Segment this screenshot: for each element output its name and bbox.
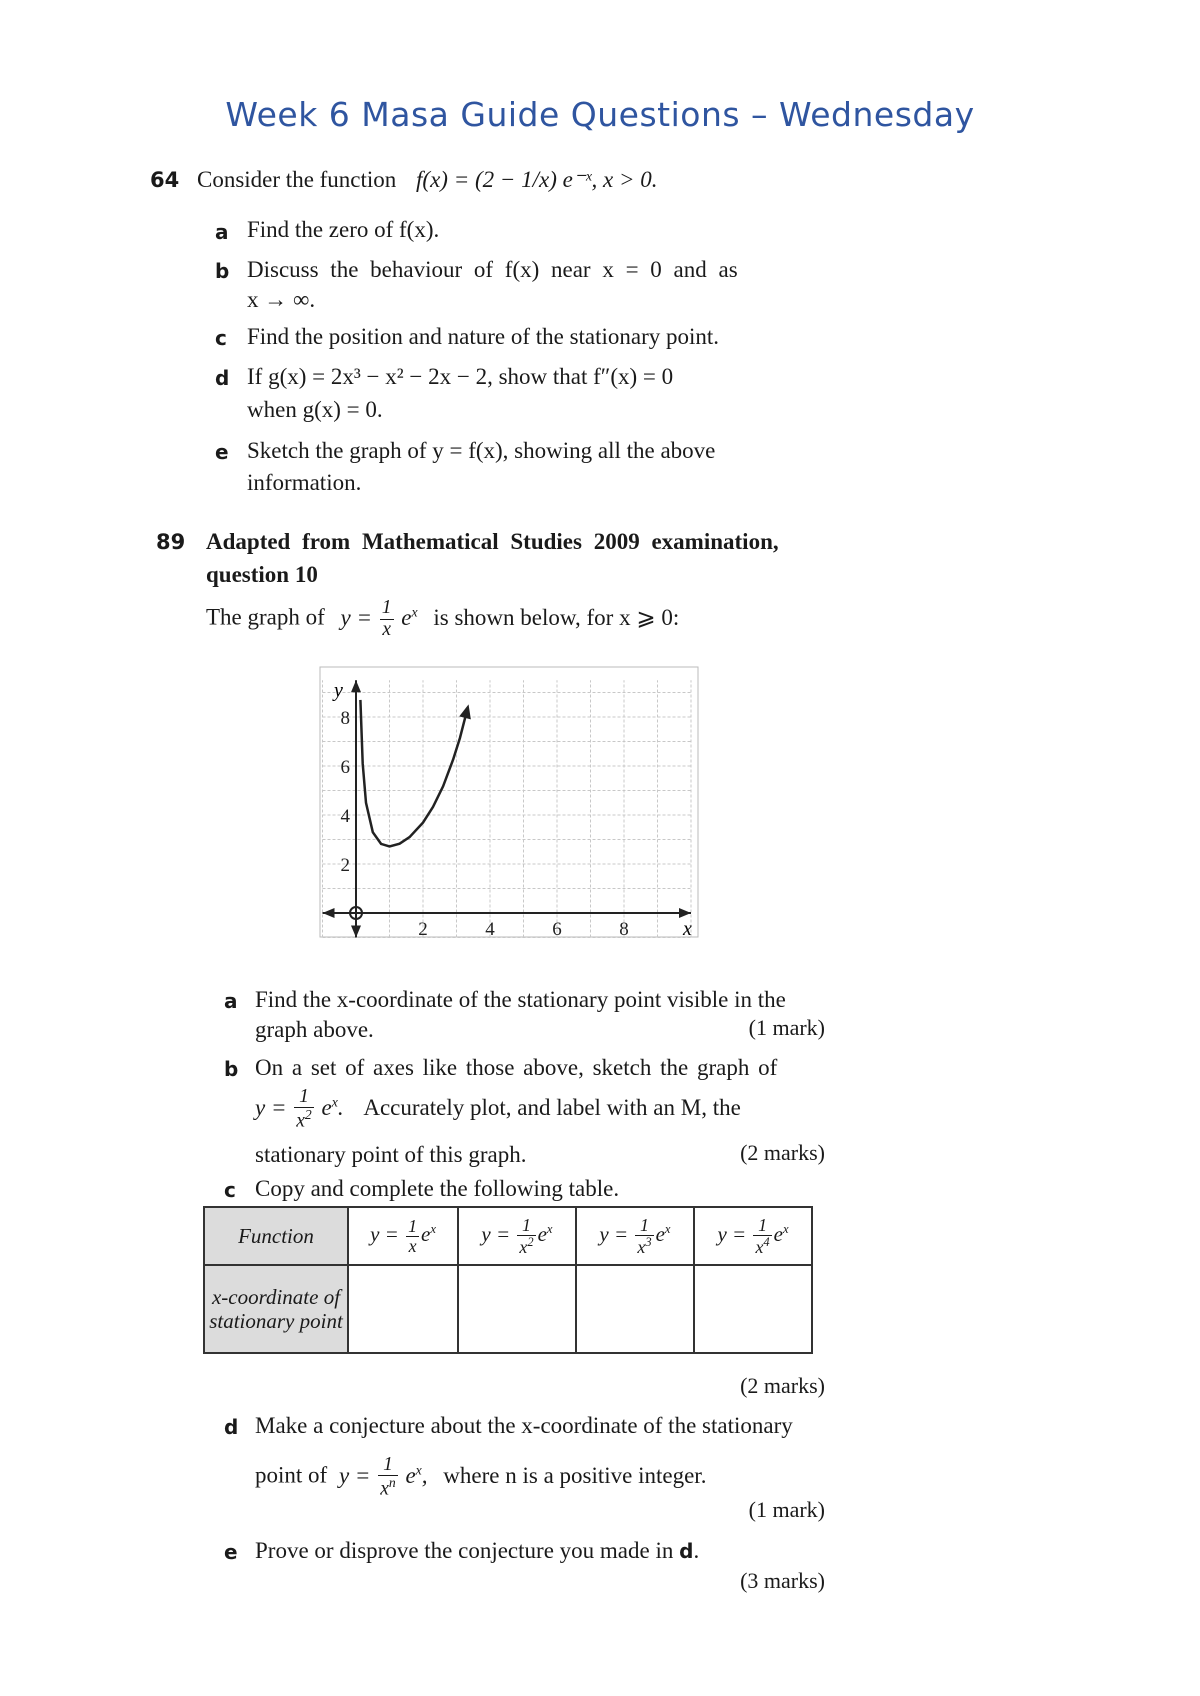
- table-cell-empty: [458, 1265, 576, 1353]
- table-cell-empty: [694, 1265, 812, 1353]
- q89-part-a-line1: Find the x-coordinate of the stationary point visible in the: [255, 987, 786, 1012]
- q64-part-d-letter: d: [215, 366, 230, 390]
- graph-y-equals-ex-over-x: [318, 665, 703, 945]
- q64-part-b-line2: x → ∞.: [247, 287, 316, 312]
- question-89-intro-pre: The graph of: [206, 604, 325, 630]
- q64-part-b-line1: Discuss the behaviour of f(x) near x = 0 and as: [247, 257, 738, 282]
- question-89-heading-line2: question 10: [206, 562, 318, 587]
- q64-part-d-line2: when g(x) = 0.: [247, 397, 383, 422]
- q64-part-c-letter: c: [215, 326, 227, 350]
- q89-part-a-letter: a: [224, 989, 238, 1013]
- question-64-function: f(x) = (2 − 1/x) e⁻ˣ, x > 0.: [416, 167, 658, 192]
- question-89-heading-line1: Adapted from Mathematical Studies 2009 examination,: [206, 529, 779, 554]
- y-axis-label: y: [334, 679, 343, 702]
- q89-part-c-marks: (2 marks): [740, 1373, 825, 1398]
- table-row: [204, 1265, 812, 1353]
- q89-part-c-letter: c: [224, 1178, 236, 1202]
- q89-part-b-line2: [255, 1085, 741, 1132]
- q89-part-e-text: Prove or disprove the conjecture you made in d.: [255, 1538, 700, 1563]
- q89-part-b-line3: stationary point of this graph.: [255, 1142, 527, 1167]
- q64-part-e-line1: Sketch the graph of y = f(x), showing all the above: [247, 438, 716, 463]
- table-row: [204, 1207, 812, 1265]
- table-header-x-coordinate: x-coordinate of stationary point: [204, 1265, 348, 1353]
- table-function-2: y = $\frac{1}{x^2}$ $e^x$: [458, 1207, 576, 1265]
- question-89-intro-function: y = $\frac{1}{x}$ $e^x$: [340, 597, 418, 640]
- q64-part-e-letter: e: [215, 440, 229, 464]
- q64-part-c-text: Find the position and nature of the stationary point.: [247, 324, 720, 349]
- question-64-intro: [197, 163, 658, 196]
- q64-part-d-line1: If g(x) = 2x³ − x² − 2x − 2, show that f″(x) = 0: [247, 364, 674, 389]
- x-tick-label: 6: [552, 919, 562, 940]
- y-tick-label: 8: [340, 708, 350, 729]
- table-function-1: y = $\frac{1}{x}$ $e^x$: [348, 1207, 458, 1265]
- question-64-number: 64: [150, 168, 180, 192]
- stationary-point-table: [203, 1206, 813, 1354]
- q64-part-e-line2: information.: [247, 470, 362, 495]
- q89-part-b-letter: b: [224, 1057, 239, 1081]
- q89-part-b-line1: On a set of axes like those above, sketch the graph of: [255, 1055, 778, 1080]
- q89-part-c-text: Copy and complete the following table.: [255, 1176, 620, 1201]
- q64-part-b-letter: b: [215, 259, 230, 283]
- q89-part-d-line1: Make a conjecture about the x-coordinate of the stationary: [255, 1413, 793, 1438]
- q89-part-a-line2: graph above.: [255, 1017, 374, 1042]
- y-tick-label: 6: [340, 757, 350, 778]
- q89-part-e-ref: d: [679, 1539, 694, 1563]
- table-header-function: Function: [204, 1207, 348, 1265]
- question-64-intro-text: Consider the function: [197, 167, 397, 192]
- q89-part-e-letter: e: [224, 1540, 238, 1564]
- q89-part-d-line2-post: where n is a positive integer.: [443, 1462, 707, 1488]
- question-89-intro-post: is shown below, for x ⩾ 0:: [433, 604, 680, 630]
- x-tick-label: 8: [619, 919, 629, 940]
- q89-part-d-line2-pre: point of: [255, 1462, 328, 1488]
- table-cell-empty: [576, 1265, 694, 1353]
- page-title: Week 6 Masa Guide Questions – Wednesday: [225, 95, 975, 134]
- y-tick-label: 4: [340, 806, 350, 827]
- table-function-3: y = $\frac{1}{x^3}$ $e^x$: [576, 1207, 694, 1265]
- question-89-intro: [206, 595, 679, 640]
- x-tick-label: 4: [485, 919, 495, 940]
- q89-part-d-letter: d: [224, 1415, 239, 1439]
- q89-part-d-function: y = $\frac{1}{x^n}$ $e^x$,: [338, 1453, 428, 1500]
- q89-part-d-marks: (1 mark): [748, 1497, 825, 1522]
- question-89-number: 89: [156, 530, 186, 554]
- q64-part-a-letter: a: [215, 220, 229, 244]
- x-axis-label: x: [683, 918, 692, 940]
- q89-part-b-marks: (2 marks): [740, 1140, 825, 1165]
- x-tick-label: 2: [418, 919, 428, 940]
- table-cell-empty: [348, 1265, 458, 1353]
- q89-part-a-marks: (1 mark): [748, 1015, 825, 1040]
- q89-part-d-line2: [255, 1453, 706, 1500]
- q89-part-e-marks: (3 marks): [740, 1568, 825, 1593]
- q89-part-b-line2-text: Accurately plot, and label with an M, the: [363, 1094, 741, 1120]
- table-function-4: y = $\frac{1}{x^4}$ $e^x$: [694, 1207, 812, 1265]
- q89-part-b-function: y = $\frac{1}{x^2}$ $e^x$.: [255, 1085, 344, 1132]
- q64-part-a-text: Find the zero of f(x).: [247, 217, 440, 242]
- q89-part-e-text-pre: Prove or disprove the conjecture you made in: [255, 1538, 674, 1563]
- y-tick-label: 2: [340, 855, 350, 876]
